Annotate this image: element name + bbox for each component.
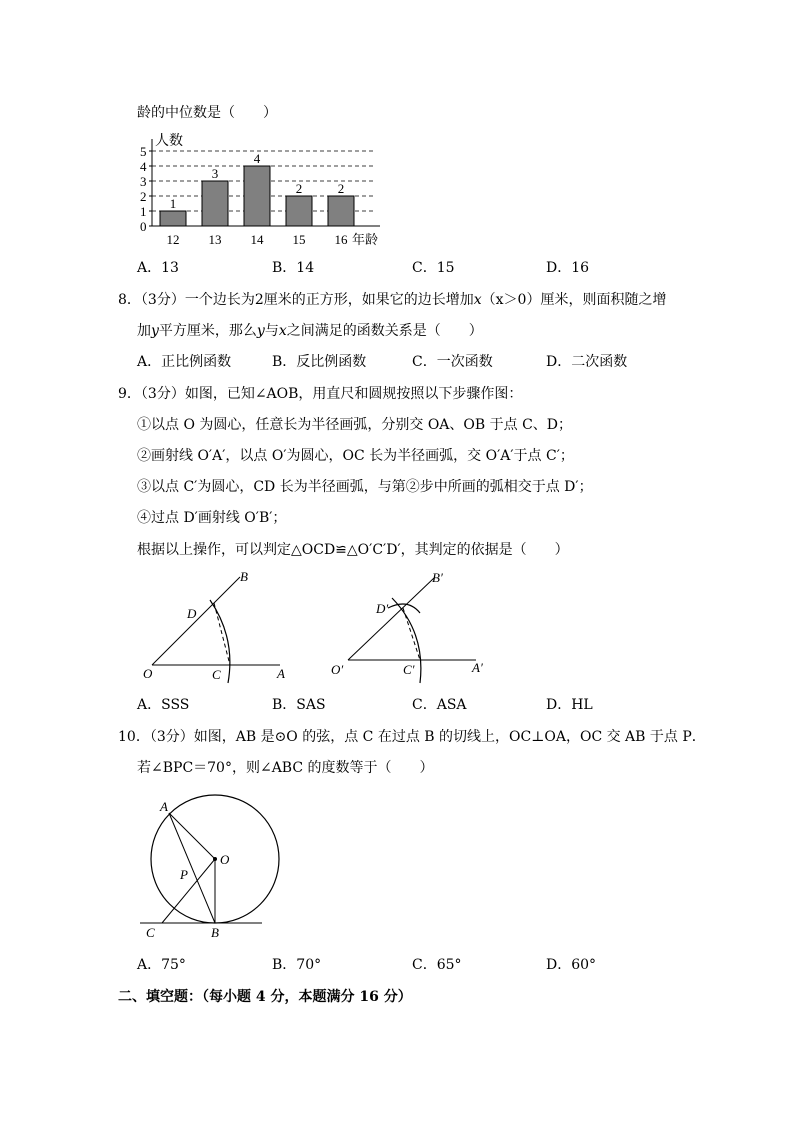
y-tick-label: 3 <box>140 174 147 189</box>
q8-cond: （x＞0） <box>481 292 541 308</box>
q9-step1: ①以点 O 为圆心，任意长为半径画弧，分别交 OA、OB 于点 C、D； <box>137 417 573 433</box>
q8-text-d: 加 <box>137 323 151 339</box>
q10-option-b[interactable]: B．70° <box>272 957 322 973</box>
q8-num: 2 <box>254 292 264 308</box>
bar-value-label: 3 <box>211 166 219 181</box>
y-tick-label: 4 <box>140 159 147 174</box>
y-tick-label: 0 <box>140 219 147 234</box>
q9-intro: 9．（3分）如图，已知∠AOB，用直尺和圆规按照以下步骤作图： <box>118 386 523 402</box>
segment-c-prime-d-prime <box>403 608 420 660</box>
bar-value-label: 2 <box>295 181 303 196</box>
q10-option-a[interactable]: A．75° <box>137 957 186 973</box>
label-a-prime: A′ <box>472 660 483 675</box>
q9-step2: ②画射线 O′A′，以点 O′为圆心，OC 长为半径画弧，交 O′A′于点 C′； <box>137 448 574 464</box>
y-tick-label: 1 <box>140 204 147 219</box>
q7-option-d[interactable]: D．16 <box>546 260 590 276</box>
q8-text-g: 之间满足的函数关系是（ ） <box>286 323 483 339</box>
q8-text-c: 厘米，则面积随之增 <box>540 292 667 308</box>
q8-text-a: 8．（3分）一个边长为 <box>118 292 255 308</box>
bar-12 <box>160 211 186 226</box>
label-a: A <box>160 799 168 814</box>
q9-step3: ③以点 C′为圆心，CD 长为半径画弧，与第②步中所画的弧相交于点 D′； <box>137 479 593 495</box>
bar-value-label: 1 <box>169 196 177 211</box>
x-tick-label: 15 <box>292 232 306 247</box>
y-tick-label: 2 <box>140 189 147 204</box>
label-a: A <box>277 666 285 681</box>
q9-question: 根据以上操作，可以判定△OCD≌△O′C′D′，其判定的依据是（ ） <box>137 542 569 558</box>
bar-14 <box>244 166 270 226</box>
q9-figure-right <box>328 568 498 688</box>
y-axis-label: 人数 <box>155 134 183 149</box>
label-b: B <box>211 925 219 940</box>
x-axis-label: 年龄 <box>352 232 379 247</box>
q8-line1 <box>118 290 666 310</box>
q8-text-b: 厘米的正方形，如果它的边长增加 <box>263 292 474 308</box>
center-o <box>213 857 217 861</box>
segment-cd <box>214 603 230 665</box>
label-c: C <box>146 925 155 940</box>
label-o: O <box>220 852 230 867</box>
label-c-prime: C′ <box>403 662 415 677</box>
y-tick-label: 5 <box>140 144 147 159</box>
q9-step4: ④过点 D′画射线 O′B′； <box>137 510 287 526</box>
q9-option-a[interactable]: A．SSS <box>137 697 190 713</box>
age-bar-chart <box>135 130 385 250</box>
q8-var-x2: x <box>278 323 287 339</box>
label-p: P <box>180 867 188 882</box>
q8-var-y2: y <box>256 323 265 339</box>
bar-value-label: 4 <box>253 151 261 166</box>
q9-figure-left <box>140 568 300 688</box>
q8-text-f: 与 <box>264 323 279 339</box>
q9-option-d[interactable]: D．HL <box>546 697 593 713</box>
q10-option-c[interactable]: C．65° <box>412 957 462 973</box>
bar-13 <box>202 181 228 226</box>
q8-text-e: 平方厘米，那么 <box>158 323 257 339</box>
q7-stem-tail: 龄的中位数是（ ） <box>137 105 277 121</box>
x-tick-label: 12 <box>166 232 180 247</box>
q8-option-a[interactable]: A．正比例函数 <box>137 354 232 370</box>
q10-line1: 10．（3分）如图，AB 是⊙O 的弦，点 C 在过点 B 的切线上，OC⊥OA，OC 交 AB 于点 P． <box>118 729 706 745</box>
x-tick-label: 16 <box>334 232 348 247</box>
q8-option-b[interactable]: B．反比例函数 <box>272 354 367 370</box>
label-o: O <box>143 666 153 681</box>
q7-option-b[interactable]: B．14 <box>272 260 315 276</box>
label-d-prime: D′ <box>376 601 389 616</box>
radius-oa <box>169 813 215 859</box>
label-d: D <box>187 606 197 621</box>
q10-option-d[interactable]: D．60° <box>546 957 597 973</box>
section2-title: 二、填空题：（每小题 4 分，本题满分 16 分） <box>118 989 412 1005</box>
q8-option-c[interactable]: C．一次函数 <box>412 354 493 370</box>
label-b-prime: B′ <box>432 570 443 585</box>
label-o-prime: O′ <box>331 662 344 677</box>
q8-line2 <box>137 321 483 341</box>
q7-option-c[interactable]: C．15 <box>412 260 455 276</box>
bar-16 <box>328 196 354 226</box>
x-tick-label: 13 <box>208 232 222 247</box>
q8-var-y: y <box>151 323 159 339</box>
q8-option-d[interactable]: D．二次函数 <box>546 354 628 370</box>
q9-option-b[interactable]: B．SAS <box>272 697 326 713</box>
label-b: B <box>240 569 248 584</box>
q9-option-c[interactable]: C．ASA <box>412 697 467 713</box>
x-tick-label: 14 <box>250 232 264 247</box>
q7-option-a[interactable]: A．13 <box>137 260 179 276</box>
q10-line2: 若∠BPC＝70°，则∠ABC 的度数等于（ ） <box>137 760 434 776</box>
segment-oc <box>162 859 215 923</box>
bar-value-label: 2 <box>337 181 345 196</box>
q8-var-x: x <box>473 292 482 308</box>
ray-o-prime-b-prime <box>348 578 434 660</box>
label-c: C <box>212 667 221 682</box>
bar-15 <box>286 196 312 226</box>
q10-figure <box>140 795 300 955</box>
